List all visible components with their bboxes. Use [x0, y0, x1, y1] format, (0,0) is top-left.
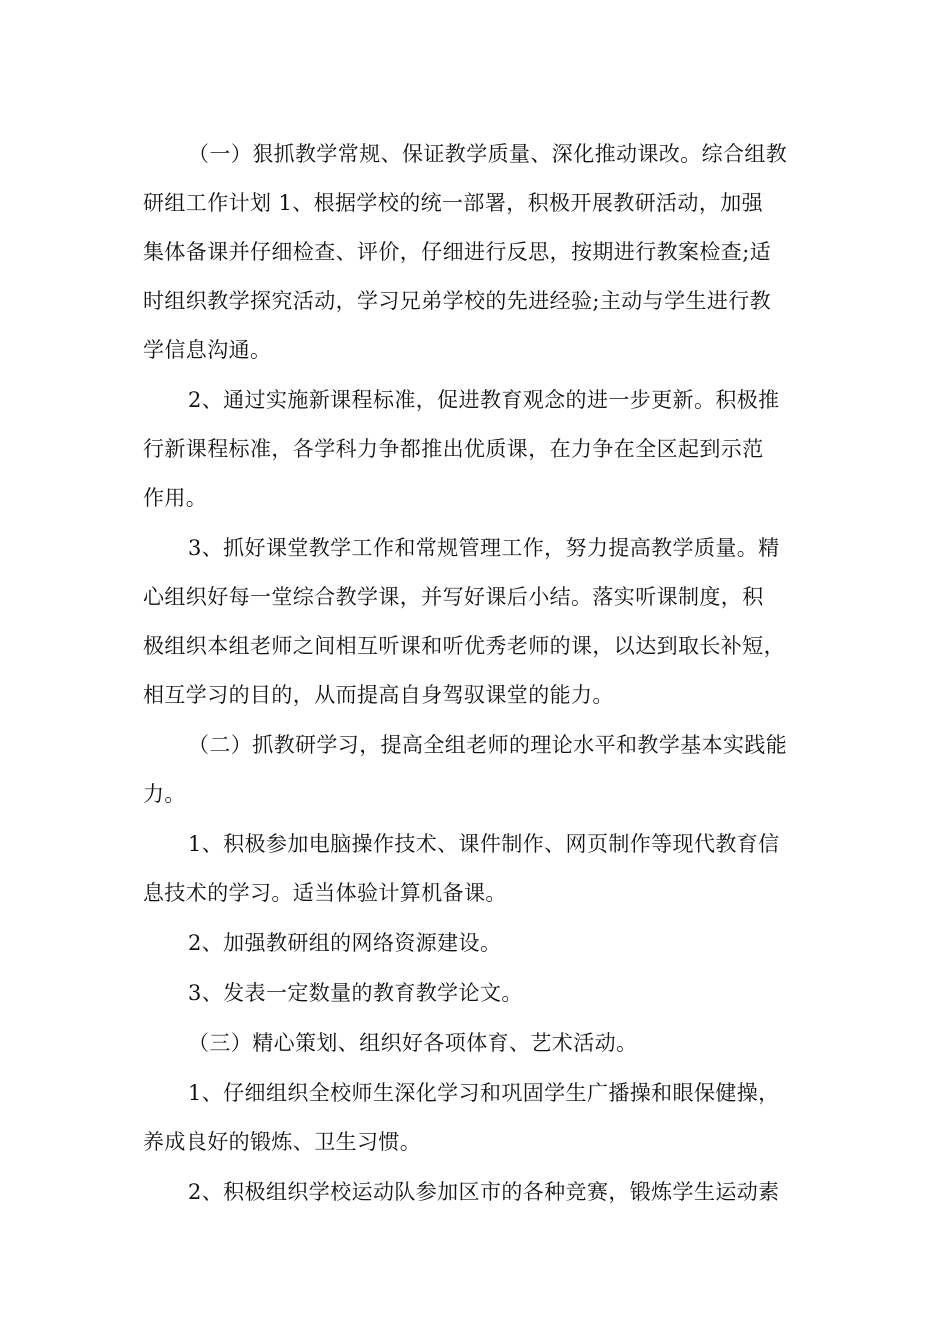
paragraph-9 [143, 1069, 807, 1167]
text-line: 行新课程标准，各学科力争都推出优质课，在力争在全区起到示范 [143, 437, 764, 461]
text-line: 作用。 [143, 486, 208, 510]
text-line: 研组工作计划 1、根据学校的统一部署，积极开展教研活动，加强 [143, 191, 764, 215]
text-line: 学信息沟通。 [143, 338, 272, 362]
text-line: 1、积极参加电脑操作技术、课件制作、网页制作等现代教育信 [188, 832, 780, 856]
text-line: 时组织教学探究活动，学习兄弟学校的先进经验;主动与学生进行教 [143, 289, 772, 313]
paragraph-3 [143, 524, 807, 720]
text-line: 集体备课并仔细检查、评价，仔细进行反思，按期进行教案检查;适 [143, 240, 772, 264]
text-line: 极组织本组老师之间相互听课和听优秀老师的课，以达到取长补短， [143, 634, 785, 658]
text-line: 养成良好的锻炼、卫生习惯。 [143, 1130, 422, 1154]
text-line: 力。 [143, 782, 186, 806]
paragraph-1 [143, 130, 807, 375]
paragraph-2 [143, 376, 807, 523]
document-body [143, 130, 807, 1218]
paragraph-10 [143, 1168, 807, 1217]
text-line: （二）抓教研学习，提高全组老师的理论水平和教学基本实践能 [188, 733, 788, 757]
paragraph-4 [143, 721, 807, 819]
text-line: （三）精心策划、组织好各项体育、艺术活动。 [188, 1031, 638, 1055]
text-line: 3、抓好课堂教学工作和常规管理工作，努力提高教学质量。精 [188, 536, 780, 560]
paragraph-8 [143, 1019, 807, 1068]
paragraph-7 [143, 969, 807, 1018]
text-line: 2、加强教研组的网络资源建设。 [188, 931, 502, 955]
text-line: 2、通过实施新课程标准，促进教育观念的进一步更新。积极推 [188, 388, 780, 412]
text-line: 相互学习的目的，从而提高自身驾驭课堂的能力。 [143, 683, 614, 707]
paragraph-6 [143, 919, 807, 968]
text-line: （一）狠抓教学常规、保证教学质量、深化推动课改。综合组教 [188, 142, 788, 166]
text-line: 息技术的学习。适当体验计算机备课。 [143, 881, 507, 905]
text-line: 1、仔细组织全校师生深化学习和巩固学生广播操和眼保健操， [188, 1081, 780, 1105]
paragraph-5 [143, 820, 807, 918]
text-line: 2、积极组织学校运动队参加区市的各种竞赛，锻炼学生运动素 [188, 1180, 780, 1204]
text-line: 3、发表一定数量的教育教学论文。 [188, 981, 523, 1005]
text-line: 心组织好每一堂综合教学课，并写好课后小结。落实听课制度，积 [143, 585, 764, 609]
